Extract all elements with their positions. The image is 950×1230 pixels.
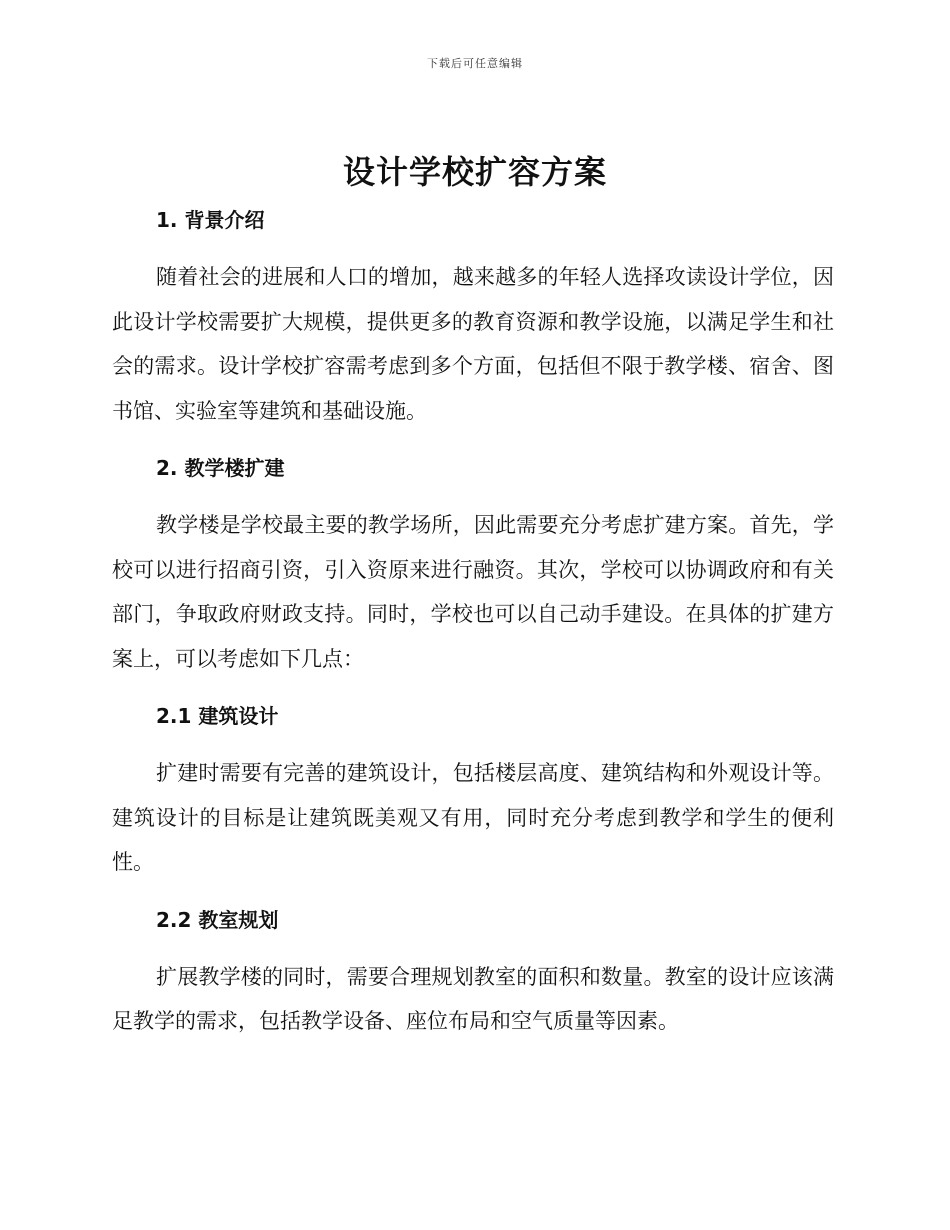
section-heading: 1. 背景介绍 (156, 208, 265, 232)
section-heading: 2.1 建筑设计 (156, 704, 279, 728)
section-paragraph: 教学楼是学校最主要的教学场所，因此需要充分考虑扩建方案。首先，学校可以进行招商引资，引入资原来进行融资。其次，学校可以协调政府和有关部门，争取政府财政支持。同时，学校也可以自己动手建设。在具体的扩建方案上，可以考虑如下几点： (112, 513, 834, 671)
section-heading: 2.2 教室规划 (156, 907, 279, 932)
section-paragraph: 随着社会的进展和人口的增加，越来越多的年轻人选择攻读设计学位，因此设计学校需要扩大规模，提供更多的教育资源和教学设施，以满足学生和社会的需求。设计学校扩容需考虑到多个方面，包括但不限于教学楼、宿舍、图书馆、实验室等建筑和基础设施。 (112, 265, 834, 423)
section-heading: 2. 教学楼扩建 (156, 456, 285, 480)
document-title: 设计学校扩容方案 (342, 153, 607, 191)
section-paragraph: 扩展教学楼的同时，需要合理规划教室的面积和数量。教室的设计应该满足教学的需求，包括教学设备、座位布局和空气质量等因素。 (112, 964, 834, 1033)
section-background (112, 198, 834, 433)
page-header-note: 下载后可任意编辑 (427, 57, 523, 70)
section-architecture-design (112, 694, 834, 885)
document-body (112, 198, 834, 1057)
section-paragraph: 扩建时需要有完善的建筑设计，包括楼层高度、建筑结构和外观设计等。建筑设计的目标是让建筑既美观又有用，同时充分考虑到教学和学生的便利性。 (112, 761, 834, 874)
section-building-expansion (112, 446, 834, 681)
section-classroom-planning (112, 898, 834, 1044)
